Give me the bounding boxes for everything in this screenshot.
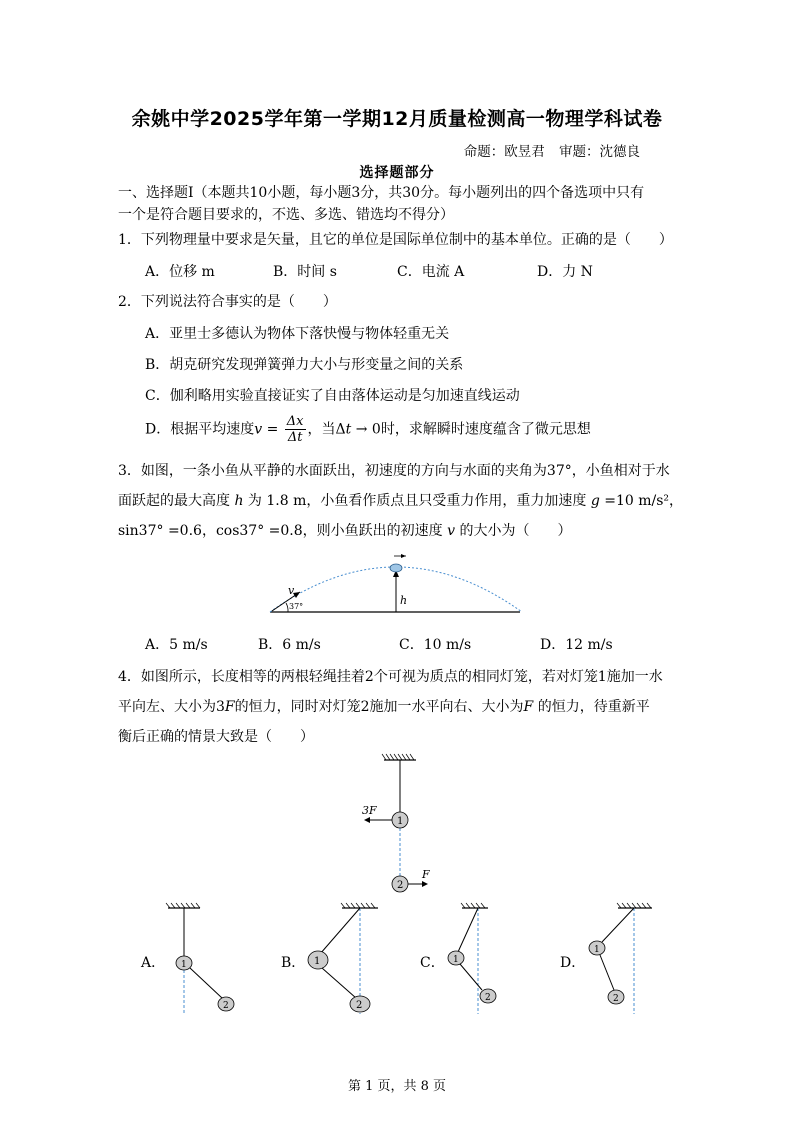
q4-option-c-diagram[interactable] — [438, 900, 518, 1018]
q2-option-b[interactable]: B．胡克研究发现弹簧弹力大小与形变量之间的关系 — [145, 357, 464, 373]
author: 命题：欧昱君 — [463, 144, 545, 160]
q1-stem: 1．下列物理量中要求是矢量，且它的单位是国际单位制中的基本单位。正确的是（ ） — [118, 232, 673, 248]
left-force-arrow-icon — [364, 817, 370, 823]
q3-line-3: sin37° =0.6，cos37° =0.8，则小鱼跃出的初速度 v 的大小为（ ） — [118, 523, 572, 539]
v-label: v — [288, 584, 295, 597]
q1-option-c[interactable]: C．电流 A — [397, 264, 465, 280]
velocity-fraction: $\frac{\Delta x}{\Delta t}$ — [286, 414, 304, 445]
q1-options — [145, 261, 593, 281]
lantern-main-diagram — [350, 752, 450, 900]
svg-text:1: 1 — [181, 960, 187, 970]
svg-text:2: 2 — [485, 993, 491, 1003]
q4-option-b-label[interactable]: B． — [281, 955, 306, 971]
q4-line-1: 4．如图所示，长度相等的两根轻绳挂着2个可视为质点的相同灯笼，若对灯笼1施加一水 — [118, 669, 663, 685]
svg-text:2: 2 — [223, 1001, 229, 1011]
part1-intro-1: 一、选择题Ⅰ（本题共10小题，每小题3分，共30分。每小题列出的四个备选项中只有 — [118, 185, 645, 201]
page-footer: 第 1 页，共 8 页 — [347, 1079, 447, 1094]
svg-text:1: 1 — [594, 945, 600, 955]
q3-option-c[interactable]: C．10 m/s — [399, 637, 472, 653]
angle-arc — [286, 603, 288, 612]
q4-option-a-diagram[interactable] — [160, 900, 250, 1018]
q3-line-2: 面跃起的最大高度 h 为 1.8 m，小鱼看作质点且只受重力作用，重力加速度 g =10 m/s²， — [118, 493, 684, 509]
q4-line-2: 平向左、大小为3F的恒力，同时对灯笼2施加一水平向右、大小为F 的恒力，待重新平 — [118, 699, 650, 715]
part1-intro-2: 一个是符合题目要求的，不选、多选、错选均不得分） — [118, 207, 454, 223]
q3-options — [145, 634, 613, 654]
svg-text:1: 1 — [397, 816, 404, 827]
q4-option-d-diagram[interactable] — [580, 900, 660, 1018]
q4-option-d-label[interactable]: D． — [560, 955, 586, 971]
fish-icon — [390, 564, 402, 572]
q4-option-c-label[interactable]: C． — [420, 955, 445, 971]
q4-line-3: 衡后正确的情景大致是（ ） — [118, 729, 314, 745]
h-label: h — [400, 594, 408, 607]
q1-option-d[interactable]: D．力 N — [537, 264, 593, 280]
q3-option-b[interactable]: B．6 m/s — [258, 637, 321, 653]
q2-option-d[interactable]: D．根据平均速度v = $\frac{\Delta x}{\Delta t}$ ，当Δt → 0时，求解瞬时速度蕴含了微元思想 — [145, 414, 591, 445]
svg-text:2: 2 — [356, 1000, 363, 1011]
q3-option-d[interactable]: D．12 m/s — [540, 637, 613, 653]
q1-option-b[interactable]: B．时间 s — [273, 264, 337, 280]
q2-stem: 2．下列说法符合事实的是（ ） — [118, 294, 337, 310]
section-heading: 选择题部分 — [359, 165, 435, 181]
reviewer: 审题：沈德良 — [559, 144, 640, 160]
q3-option-a[interactable]: A．5 m/s — [145, 637, 208, 653]
right-force-arrow-icon — [422, 881, 428, 887]
svg-text:1: 1 — [453, 955, 459, 965]
q1-option-a[interactable]: A．位移 m — [145, 264, 215, 280]
q2-option-c[interactable]: C．伽利略用实验直接证实了自由落体运动是匀加速直线运动 — [145, 388, 520, 404]
svg-text:F: F — [422, 868, 430, 881]
q4-option-a-label[interactable]: A． — [141, 955, 166, 971]
exam-title: 余姚中学2025学年第一学期12月质量检测高一物理学科试卷 — [131, 108, 663, 130]
fish-arrow-icon — [401, 554, 406, 558]
svg-text:3F: 3F — [362, 804, 377, 817]
svg-text:1: 1 — [314, 956, 321, 967]
fish-jump-diagram — [260, 548, 540, 620]
svg-text:2: 2 — [397, 880, 404, 891]
setter-info — [454, 140, 640, 160]
q2-option-a[interactable]: A．亚里士多德认为物体下落快慢与物体轻重无关 — [145, 326, 450, 342]
q4-option-b-diagram[interactable] — [298, 900, 388, 1018]
svg-text:2: 2 — [613, 994, 619, 1004]
angle-label: 37° — [289, 602, 304, 611]
q3-line-1: 3．如图，一条小鱼从平静的水面跃出，初速度的方向与水面的夹角为37°，小鱼相对于水 — [118, 463, 670, 479]
